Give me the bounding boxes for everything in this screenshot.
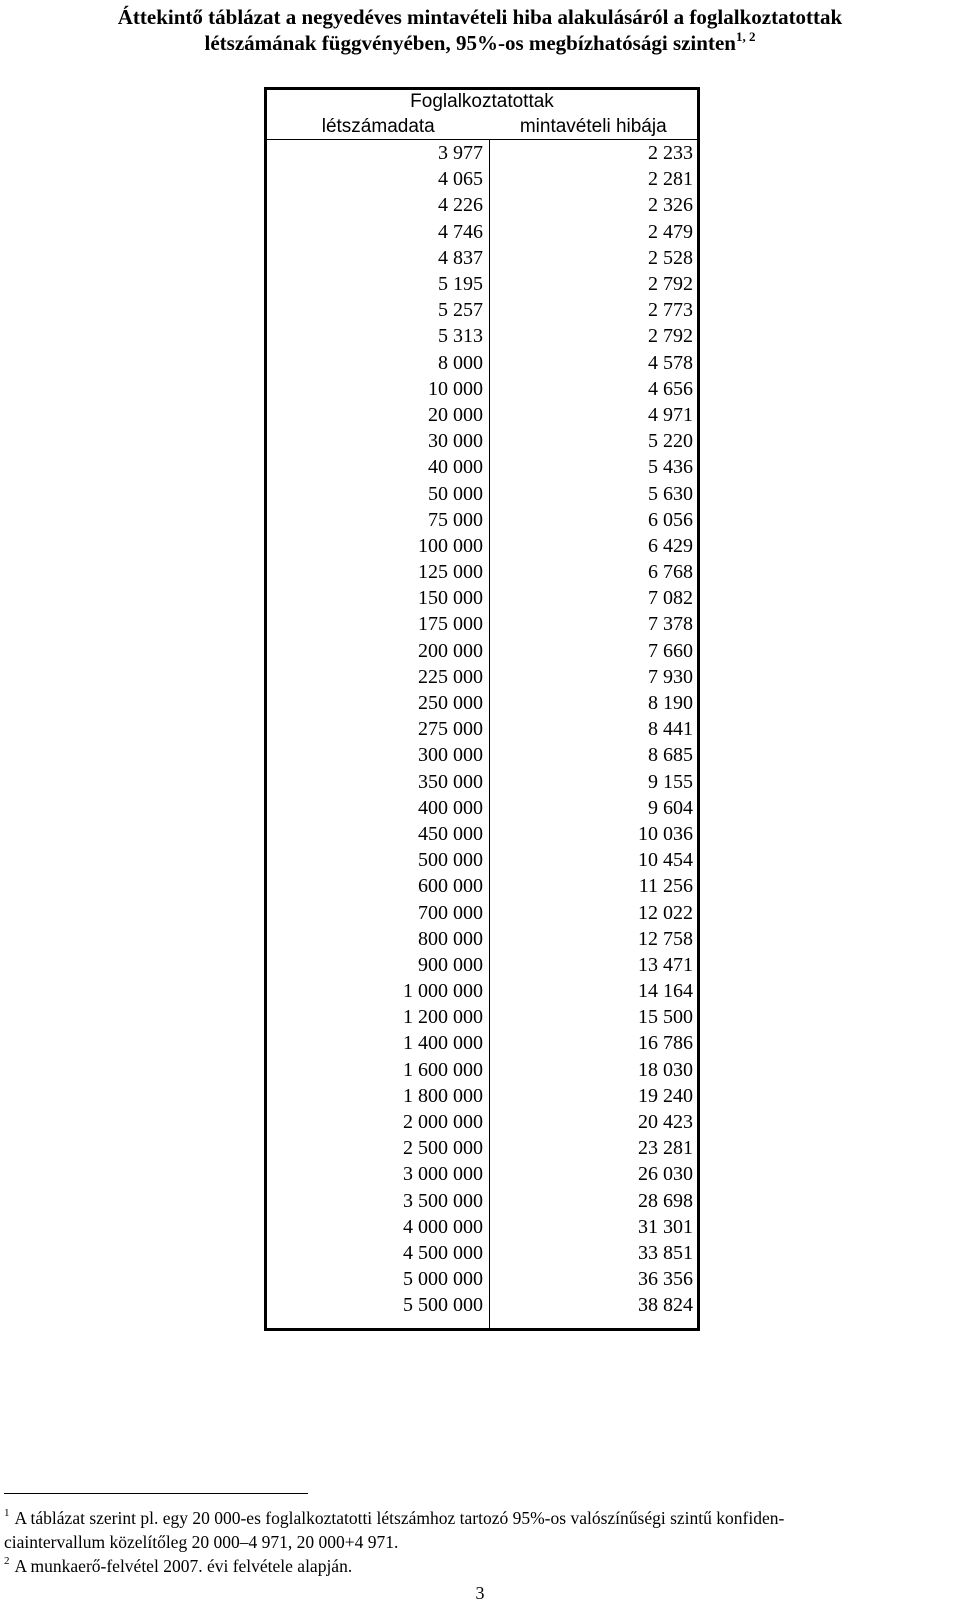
sampling-error-cell: 7 378 [648,613,693,636]
footnote-1-cont [4,1530,960,1554]
page-number: 3 [475,1583,485,1603]
table-row [266,1030,699,1056]
table-row [266,297,699,323]
headcount-cell: 10 000 [266,376,490,402]
sampling-error-cell: 7 082 [648,587,693,610]
headcount-cell: 600 000 [266,873,490,899]
footnote-1 [4,1506,960,1530]
table-row [266,690,699,716]
headcount-cell: 4 746 [266,219,490,245]
sampling-error-cell: 8 441 [648,718,693,741]
headcount-cell: 225 000 [266,664,490,690]
table-row [266,978,699,1004]
sampling-error-cell: 2 773 [648,299,693,322]
table-row [266,1161,699,1187]
table-row [266,1188,699,1214]
sampling-error-cell: 31 301 [638,1215,693,1238]
headcount-cell: 2 500 000 [266,1135,490,1161]
sampling-error-cell: 26 030 [638,1163,693,1186]
headcount-cell: 250 000 [266,690,490,716]
header-headcount: létszámadata [266,114,490,140]
sampling-error-cell: 2 528 [648,246,693,269]
table-row [266,899,699,925]
table-row [266,1135,699,1161]
table-row [266,533,699,559]
table-row [266,166,699,192]
table-row [266,1057,699,1083]
error-table-container [264,87,700,1331]
sampling-error-cell: 23 281 [638,1137,693,1160]
headcount-cell: 900 000 [266,952,490,978]
table-row [266,192,699,218]
table-header-row-columns [266,114,699,140]
headcount-cell: 5 313 [266,323,490,349]
headcount-cell: 100 000 [266,533,490,559]
sampling-error-cell: 5 630 [648,482,693,505]
table-row [266,559,699,585]
table-header-row-top [266,89,699,115]
headcount-cell: 500 000 [266,847,490,873]
sampling-error-cell: 9 155 [648,770,693,793]
table-row [266,245,699,271]
table-row [266,1109,699,1135]
footnote-2 [4,1554,960,1578]
table-row [266,1292,699,1330]
sampling-error-cell: 36 356 [638,1268,693,1291]
sampling-error-cell: 12 758 [638,927,693,950]
table-row [266,480,699,506]
table-row [266,664,699,690]
header-sampling-error: mintavételi hibája [490,114,699,140]
sampling-error-cell: 6 768 [648,561,693,584]
headcount-cell: 30 000 [266,428,490,454]
table-row [266,402,699,428]
sampling-error-cell: 28 698 [638,1189,693,1212]
footnotes [4,1506,960,1578]
headcount-cell: 5 000 000 [266,1266,490,1292]
headcount-cell: 400 000 [266,795,490,821]
table-row [266,376,699,402]
headcount-cell: 300 000 [266,742,490,768]
table-row [266,454,699,480]
sampling-error-cell: 8 685 [648,744,693,767]
footnote-separator [4,1493,308,1494]
headcount-cell: 8 000 [266,350,490,376]
table-row [266,140,699,167]
headcount-cell: 3 977 [266,140,490,167]
title-footnote-marks: 1, 2 [735,29,756,44]
headcount-cell: 800 000 [266,926,490,952]
header-employed: Foglalkoztatottak [410,91,554,112]
headcount-cell: 4 226 [266,192,490,218]
headcount-cell: 1 400 000 [266,1030,490,1056]
headcount-cell: 50 000 [266,480,490,506]
headcount-cell: 1 200 000 [266,1004,490,1030]
headcount-cell: 2 000 000 [266,1109,490,1135]
sampling-error-cell: 11 256 [638,875,693,898]
sampling-error-cell: 9 604 [648,796,693,819]
sampling-error-cell: 2 792 [648,273,693,296]
headcount-cell: 150 000 [266,585,490,611]
sampling-error-cell: 7 930 [648,665,693,688]
sampling-error-cell: 7 660 [648,639,693,662]
headcount-cell: 5 195 [266,271,490,297]
table-row [266,952,699,978]
page-title [0,4,960,56]
sampling-error-cell: 6 429 [648,534,693,557]
headcount-cell: 75 000 [266,507,490,533]
sampling-error-cell: 2 326 [648,194,693,217]
sampling-error-cell: 4 656 [648,377,693,400]
table-row [266,271,699,297]
headcount-cell: 200 000 [266,638,490,664]
sampling-error-cell: 10 036 [638,822,693,845]
sampling-error-table [264,87,700,1331]
table-row [266,638,699,664]
table-row [266,323,699,349]
table-row [266,1214,699,1240]
headcount-cell: 5 257 [266,297,490,323]
headcount-cell: 125 000 [266,559,490,585]
title-line-1: Áttekintő táblázat a negyedéves mintavételi hiba alakulásáról a foglalkoztatottak [117,5,843,29]
headcount-cell: 3 500 000 [266,1188,490,1214]
footnote-2-mark: 2 [4,1555,10,1567]
sampling-error-cell: 13 471 [638,953,693,976]
headcount-cell: 4 500 000 [266,1240,490,1266]
table-row [266,821,699,847]
headcount-cell: 4 000 000 [266,1214,490,1240]
sampling-error-cell: 5 220 [648,430,693,453]
title-line-2: létszámának függvényében, 95%-os megbízhatósági szinten [204,31,736,55]
table-row [266,219,699,245]
table-row [266,585,699,611]
headcount-cell: 175 000 [266,611,490,637]
sampling-error-cell: 19 240 [638,1084,693,1107]
sampling-error-cell: 2 233 [648,142,693,165]
headcount-cell: 275 000 [266,716,490,742]
footnote-1-text-line-1: A táblázat szerint pl. egy 20 000-es foglalkoztatotti létszámhoz tartozó 95%-os valószínűségi szintű konfiden- [14,1508,785,1528]
sampling-error-cell: 6 056 [648,508,693,531]
table-row [266,769,699,795]
headcount-cell: 1 800 000 [266,1083,490,1109]
sampling-error-cell: 10 454 [638,849,693,872]
sampling-error-cell: 2 479 [648,220,693,243]
sampling-error-cell: 33 851 [638,1241,693,1264]
sampling-error-cell: 8 190 [648,692,693,715]
table-row [266,873,699,899]
sampling-error-cell: 14 164 [638,980,693,1003]
table-row [266,1004,699,1030]
table-row [266,507,699,533]
sampling-error-cell: 5 436 [648,456,693,479]
sampling-error-cell: 4 971 [648,403,693,426]
headcount-cell: 1 000 000 [266,978,490,1004]
sampling-error-cell: 2 792 [648,325,693,348]
table-row [266,428,699,454]
footnote-1-mark: 1 [4,1507,10,1519]
sampling-error-cell: 16 786 [638,1032,693,1055]
footnote-1-text-line-2: ciaintervallum közelítőleg 20 000–4 971, 20 000+4 971. [4,1532,399,1552]
footnote-2-text: A munkaerő-felvétel 2007. évi felvétele alapján. [14,1556,353,1576]
table-row [266,926,699,952]
headcount-cell: 350 000 [266,769,490,795]
headcount-cell: 700 000 [266,899,490,925]
headcount-cell: 1 600 000 [266,1057,490,1083]
table-row [266,742,699,768]
headcount-cell: 3 000 000 [266,1161,490,1187]
headcount-cell: 4 065 [266,166,490,192]
table-row [266,1266,699,1292]
sampling-error-cell: 4 578 [648,351,693,374]
table-row [266,611,699,637]
sampling-error-cell: 18 030 [638,1058,693,1081]
sampling-error-cell: 12 022 [638,901,693,924]
sampling-error-cell: 2 281 [648,168,693,191]
table-row [266,1240,699,1266]
headcount-cell: 5 500 000 [266,1292,490,1330]
table-row [266,795,699,821]
sampling-error-cell: 38 824 [638,1294,693,1317]
sampling-error-cell: 15 500 [638,1006,693,1029]
table-row [266,350,699,376]
sampling-error-cell: 20 423 [638,1111,693,1134]
headcount-cell: 40 000 [266,454,490,480]
table-row [266,847,699,873]
table-row [266,1083,699,1109]
headcount-cell: 450 000 [266,821,490,847]
headcount-cell: 20 000 [266,402,490,428]
headcount-cell: 4 837 [266,245,490,271]
table-row [266,716,699,742]
